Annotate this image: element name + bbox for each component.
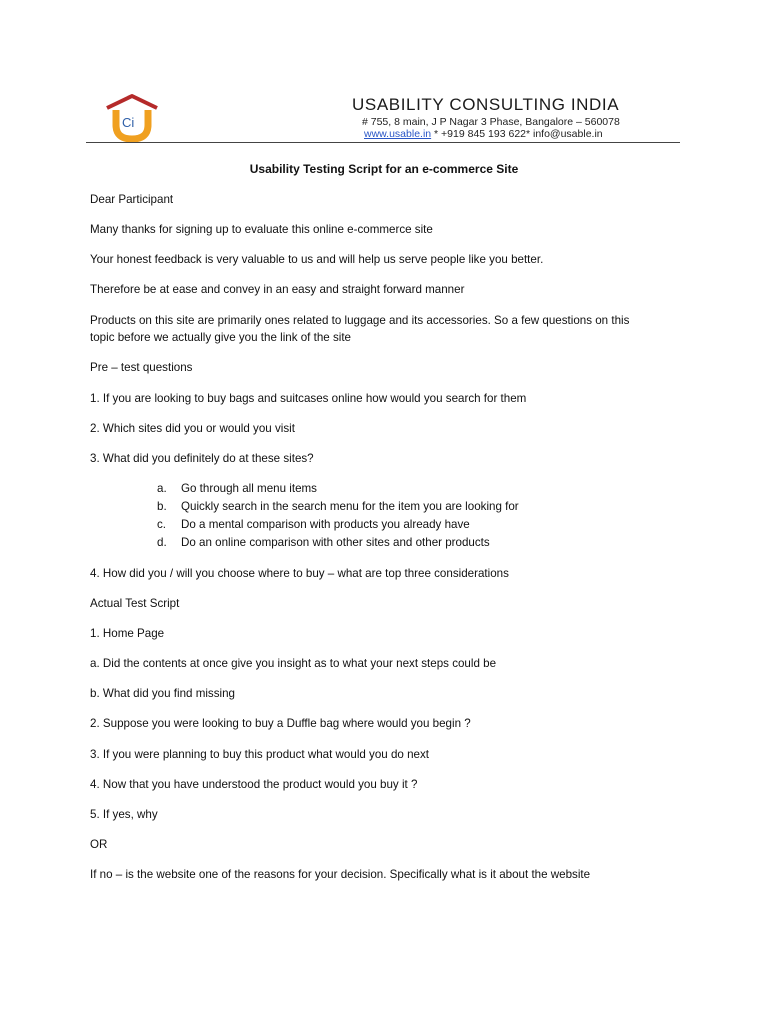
script-item: 5. If yes, why: [90, 808, 158, 821]
paragraph: Many thanks for signing up to evaluate this online e-commerce site: [90, 223, 433, 236]
list-marker: c.: [157, 518, 167, 531]
svg-text:Ci: Ci: [122, 115, 135, 130]
paragraph: topic before we actually give you the link of the site: [90, 331, 352, 344]
header-divider: [86, 142, 680, 143]
question: 3. What did you definitely do at these sites?: [90, 452, 314, 465]
organization-address: # 755, 8 main, J P Nagar 3 Phase, Bangalore – 560078: [362, 116, 620, 128]
section-heading: Pre – test questions: [90, 361, 193, 374]
paragraph: Therefore be at ease and convey in an easy and straight forward manner: [90, 283, 465, 296]
script-item: 2. Suppose you were looking to buy a Duffle bag where would you begin ?: [90, 717, 471, 730]
paragraph: Your honest feedback is very valuable to us and will help us serve people like you better.: [90, 253, 544, 266]
list-text: Quickly search in the search menu for the item you are looking for: [181, 500, 519, 513]
script-item: 3. If you were planning to buy this product what would you do next: [90, 748, 430, 761]
list-text: Do a mental comparison with products you already have: [181, 518, 470, 531]
salutation: Dear Participant: [90, 193, 174, 206]
organization-name: USABILITY CONSULTING INDIA: [352, 95, 620, 114]
list-marker: a.: [157, 482, 167, 495]
paragraph: Products on this site are primarily ones related to luggage and its accessories. So a few questions on this: [90, 314, 630, 327]
script-item: OR: [90, 838, 108, 851]
question: 2. Which sites did you or would you visit: [90, 422, 295, 435]
question: 1. If you are looking to buy bags and suitcases online how would you search for them: [90, 392, 527, 405]
script-item: 4. Now that you have understood the product would you buy it ?: [90, 778, 418, 791]
phone-email: * +919 845 193 622* info@usable.in: [431, 128, 603, 140]
script-item: b. What did you find missing: [90, 687, 235, 700]
organization-contact: [364, 128, 603, 140]
section-heading: Actual Test Script: [90, 597, 180, 610]
script-item: 1. Home Page: [90, 627, 165, 640]
script-item: a. Did the contents at once give you insight as to what your next steps could be: [90, 657, 497, 670]
script-item: If no – is the website one of the reasons for your decision. Specifically what is it about the website: [90, 868, 591, 881]
website-link[interactable]: www.usable.in: [364, 128, 432, 140]
question: 4. How did you / will you choose where to buy – what are top three considerations: [90, 567, 509, 580]
list-marker: b.: [157, 500, 167, 513]
document-title: Usability Testing Script for an e-commerce Site: [249, 162, 519, 176]
company-logo: [103, 92, 161, 142]
list-text: Do an online comparison with other sites and other products: [181, 536, 490, 549]
list-marker: d.: [157, 536, 167, 549]
list-text: Go through all menu items: [181, 482, 317, 495]
